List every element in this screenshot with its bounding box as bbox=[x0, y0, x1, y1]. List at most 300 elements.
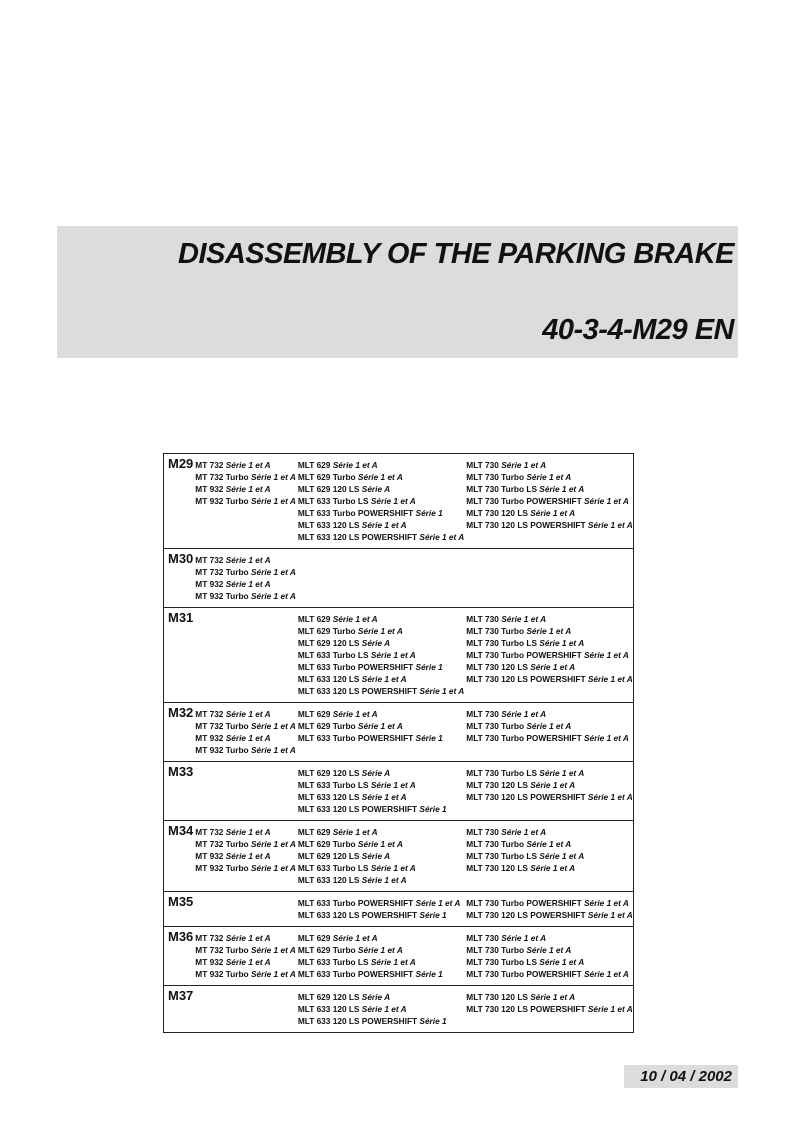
model-series: Série 1 et A bbox=[419, 686, 465, 696]
table-row bbox=[164, 703, 634, 762]
model-series: Série A bbox=[361, 992, 391, 1002]
model-series: Série 1 et A bbox=[370, 650, 416, 660]
model-entry bbox=[298, 708, 464, 720]
model-cell-col1 bbox=[193, 762, 296, 821]
model-name: MLT 633 120 LS POWERSHIFT bbox=[297, 532, 418, 542]
model-name: MT 732 Turbo bbox=[195, 472, 249, 482]
row-code: M37 bbox=[168, 988, 194, 1003]
model-name: MLT 730 bbox=[466, 709, 499, 719]
model-cell-col3 bbox=[464, 762, 633, 821]
table-row bbox=[164, 821, 634, 892]
model-name: MLT 730 Turbo POWERSHIFT bbox=[466, 496, 582, 506]
model-entry bbox=[195, 554, 296, 566]
model-entry bbox=[298, 909, 464, 921]
model-name: MLT 730 Turbo LS bbox=[466, 768, 537, 778]
model-entry bbox=[298, 459, 464, 471]
model-entry bbox=[298, 685, 464, 697]
table-row bbox=[164, 608, 634, 703]
model-cell-col2 bbox=[296, 927, 464, 986]
model-series: Série 1 et A bbox=[250, 472, 296, 482]
model-series: Série 1 et A bbox=[587, 910, 633, 920]
model-name: MT 732 bbox=[195, 709, 224, 719]
model-name: MT 932 Turbo bbox=[195, 496, 249, 506]
model-series: Série 1 et A bbox=[419, 532, 465, 542]
model-entry bbox=[466, 779, 632, 791]
model-series: Série 1 et A bbox=[225, 555, 271, 565]
model-series: Série 1 et A bbox=[584, 496, 629, 506]
row-code: M36 bbox=[168, 929, 194, 944]
model-cell-col2 bbox=[296, 821, 464, 892]
model-name: MLT 633 Turbo POWERSHIFT bbox=[297, 969, 414, 979]
table-row bbox=[164, 762, 634, 821]
model-entry bbox=[466, 909, 632, 921]
model-cell-col2 bbox=[296, 703, 464, 762]
model-entry bbox=[298, 803, 464, 815]
model-cell-col3 bbox=[464, 986, 633, 1033]
model-entry bbox=[298, 850, 464, 862]
model-entry bbox=[298, 968, 464, 980]
model-name: MLT 629 bbox=[297, 827, 331, 837]
model-entry bbox=[466, 1003, 632, 1015]
model-name: MLT 629 120 LS bbox=[297, 992, 360, 1002]
model-name: MLT 730 120 LS POWERSHIFT bbox=[466, 910, 586, 920]
model-name: MLT 633 120 LS POWERSHIFT bbox=[297, 686, 418, 696]
model-series: Série 1 et A bbox=[250, 721, 296, 731]
model-series: Série 1 et A bbox=[250, 839, 296, 849]
model-series: Série 1 et A bbox=[250, 745, 296, 755]
model-name: MLT 730 Turbo POWERSHIFT bbox=[466, 650, 582, 660]
model-name: MT 732 Turbo bbox=[195, 839, 249, 849]
model-name: MLT 730 Turbo POWERSHIFT bbox=[466, 733, 582, 743]
model-name: MLT 633 120 LS POWERSHIFT bbox=[297, 804, 418, 814]
model-entry bbox=[466, 637, 632, 649]
model-entry bbox=[195, 744, 296, 756]
model-entry bbox=[298, 1003, 464, 1015]
model-name: MLT 730 Turbo LS bbox=[466, 638, 537, 648]
model-name: MT 932 bbox=[195, 484, 224, 494]
model-series: Série 1 et A bbox=[357, 472, 403, 482]
model-series: Série 1 et A bbox=[361, 792, 407, 802]
row-code: M33 bbox=[168, 764, 194, 779]
model-name: MLT 629 bbox=[297, 614, 331, 624]
model-name: MLT 730 bbox=[466, 614, 499, 624]
model-cell-col3 bbox=[464, 703, 633, 762]
model-name: MT 932 bbox=[195, 579, 224, 589]
model-series: Série 1 et A bbox=[584, 969, 629, 979]
model-name: MLT 730 120 LS POWERSHIFT bbox=[466, 792, 586, 802]
row-code: M31 bbox=[168, 610, 194, 625]
model-entry bbox=[298, 932, 464, 944]
model-cell-col1 bbox=[193, 986, 296, 1033]
model-series: Série 1 et A bbox=[225, 460, 271, 470]
model-name: MT 932 Turbo bbox=[195, 969, 249, 979]
model-series: Série 1 et A bbox=[530, 780, 576, 790]
model-entry bbox=[466, 956, 632, 968]
model-series: Série 1 et A bbox=[357, 945, 403, 955]
model-entry bbox=[298, 791, 464, 803]
model-entry bbox=[466, 826, 632, 838]
model-series: Série 1 et A bbox=[370, 957, 416, 967]
model-name: MLT 629 bbox=[297, 460, 331, 470]
model-series: Série 1 et A bbox=[584, 898, 629, 908]
model-entry bbox=[298, 944, 464, 956]
model-name: MLT 730 Turbo POWERSHIFT bbox=[466, 969, 582, 979]
model-name: MLT 633 120 LS bbox=[297, 875, 360, 885]
model-name: MLT 629 120 LS bbox=[297, 484, 360, 494]
model-entry bbox=[466, 471, 632, 483]
model-series: Série 1 et A bbox=[584, 733, 629, 743]
model-series: Série 1 bbox=[415, 662, 443, 672]
model-cell-col2 bbox=[296, 454, 464, 549]
model-series: Série 1 et A bbox=[361, 674, 407, 684]
model-entry bbox=[195, 483, 296, 495]
model-name: MLT 629 120 LS bbox=[297, 638, 360, 648]
model-entry bbox=[298, 495, 464, 507]
model-series: Série 1 et A bbox=[526, 839, 572, 849]
model-name: MT 732 bbox=[195, 933, 224, 943]
model-name: MLT 730 120 LS bbox=[466, 662, 528, 672]
model-name: MLT 633 120 LS bbox=[297, 1004, 360, 1014]
model-series: Série 1 et A bbox=[250, 863, 296, 873]
model-entry bbox=[466, 838, 632, 850]
model-series: Série 1 et A bbox=[501, 614, 547, 624]
model-entry bbox=[466, 732, 632, 744]
model-name: MLT 633 Turbo LS bbox=[297, 780, 369, 790]
model-name: MLT 633 Turbo POWERSHIFT bbox=[297, 733, 414, 743]
model-name: MLT 633 120 LS POWERSHIFT bbox=[297, 1016, 418, 1026]
row-code: M34 bbox=[168, 823, 194, 838]
model-name: MT 932 bbox=[195, 957, 224, 967]
model-name: MLT 633 120 LS bbox=[297, 674, 360, 684]
model-series: Série 1 et A bbox=[250, 567, 296, 577]
model-series: Série 1 et A bbox=[225, 579, 271, 589]
model-entry bbox=[298, 991, 464, 1003]
model-series: Série 1 bbox=[419, 804, 447, 814]
model-series: Série 1 et A bbox=[225, 933, 271, 943]
model-entry bbox=[466, 495, 632, 507]
model-cell-col3 bbox=[464, 608, 633, 703]
model-series: Série 1 et A bbox=[332, 614, 378, 624]
model-entry bbox=[298, 720, 464, 732]
model-entry bbox=[298, 661, 464, 673]
model-entry bbox=[195, 932, 296, 944]
model-cell-col1 bbox=[193, 703, 296, 762]
model-series: Série 1 et A bbox=[250, 969, 296, 979]
model-series: Série 1 et A bbox=[225, 957, 271, 967]
model-name: MLT 730 Turbo LS bbox=[466, 957, 537, 967]
model-series: Série 1 et A bbox=[225, 733, 271, 743]
model-cell-col2 bbox=[296, 608, 464, 703]
model-name: MLT 629 Turbo bbox=[297, 626, 356, 636]
model-name: MLT 629 bbox=[297, 933, 331, 943]
model-entry bbox=[298, 874, 464, 886]
model-entry bbox=[466, 673, 632, 685]
model-cell-col3 bbox=[464, 549, 633, 608]
model-series: Série 1 et A bbox=[225, 484, 271, 494]
model-name: MLT 730 Turbo POWERSHIFT bbox=[466, 898, 582, 908]
model-entry bbox=[466, 613, 632, 625]
model-name: MLT 633 120 LS POWERSHIFT bbox=[297, 910, 418, 920]
model-series: Série 1 et A bbox=[539, 957, 585, 967]
model-name: MLT 730 Turbo bbox=[466, 472, 525, 482]
model-series: Série 1 et A bbox=[225, 851, 271, 861]
table-row bbox=[164, 454, 634, 549]
model-name: MLT 629 120 LS bbox=[297, 851, 360, 861]
model-name: MT 932 bbox=[195, 733, 224, 743]
model-series: Série A bbox=[361, 484, 391, 494]
model-cell-col3 bbox=[464, 454, 633, 549]
row-code: M29 bbox=[168, 456, 194, 471]
model-name: MLT 629 bbox=[297, 709, 331, 719]
table-row bbox=[164, 549, 634, 608]
model-cell-col1 bbox=[193, 608, 296, 703]
model-entry bbox=[298, 862, 464, 874]
model-entry bbox=[195, 720, 296, 732]
model-cell-col3 bbox=[464, 892, 633, 927]
model-entry bbox=[466, 625, 632, 637]
model-name: MLT 629 Turbo bbox=[297, 839, 356, 849]
model-name: MLT 629 Turbo bbox=[297, 721, 356, 731]
model-entry bbox=[298, 649, 464, 661]
model-entry bbox=[298, 1015, 464, 1027]
model-series: Série A bbox=[361, 768, 391, 778]
model-series: Série 1 et A bbox=[332, 460, 378, 470]
row-code: M32 bbox=[168, 705, 194, 720]
model-entry bbox=[298, 625, 464, 637]
model-entry bbox=[466, 459, 632, 471]
model-cell-col1 bbox=[193, 549, 296, 608]
document-date: 10 / 04 / 2002 bbox=[640, 1068, 732, 1085]
model-entry bbox=[466, 720, 632, 732]
model-series: Série 1 et A bbox=[526, 472, 572, 482]
model-entry bbox=[466, 661, 632, 673]
model-entry bbox=[298, 471, 464, 483]
model-entry bbox=[298, 779, 464, 791]
model-series: Série 1 et A bbox=[225, 709, 271, 719]
model-entry bbox=[298, 637, 464, 649]
model-name: MLT 633 Turbo LS bbox=[297, 650, 369, 660]
model-name: MLT 633 120 LS bbox=[297, 520, 360, 530]
model-entry bbox=[298, 673, 464, 685]
model-series: Série 1 et A bbox=[250, 945, 296, 955]
model-name: MLT 730 Turbo LS bbox=[466, 851, 537, 861]
model-series: Série 1 bbox=[419, 910, 447, 920]
model-entry bbox=[195, 862, 296, 874]
model-series: Série 1 et A bbox=[370, 863, 416, 873]
model-series: Série A bbox=[361, 638, 391, 648]
model-entry bbox=[195, 578, 296, 590]
model-series: Série 1 et A bbox=[587, 1004, 633, 1014]
model-series: Série 1 et A bbox=[415, 898, 461, 908]
model-name: MLT 629 Turbo bbox=[297, 945, 356, 955]
model-series: Série 1 et A bbox=[584, 650, 629, 660]
model-series: Série 1 et A bbox=[332, 933, 378, 943]
model-name: MLT 730 bbox=[466, 827, 499, 837]
model-entry bbox=[195, 826, 296, 838]
model-entry bbox=[298, 767, 464, 779]
model-name: MLT 730 Turbo LS bbox=[466, 484, 537, 494]
page-title: DISASSEMBLY OF THE PARKING BRAKE bbox=[178, 238, 734, 270]
model-name: MLT 730 120 LS bbox=[466, 992, 528, 1002]
model-entry bbox=[298, 531, 464, 543]
model-series: Série 1 et A bbox=[539, 484, 585, 494]
model-series: Série 1 et A bbox=[357, 626, 403, 636]
model-name: MLT 629 120 LS bbox=[297, 768, 360, 778]
model-entry bbox=[195, 708, 296, 720]
model-name: MLT 633 Turbo LS bbox=[297, 957, 369, 967]
model-series: Série 1 et A bbox=[587, 520, 633, 530]
model-name: MLT 730 120 LS bbox=[466, 780, 528, 790]
model-entry bbox=[195, 590, 296, 602]
model-name: MLT 730 120 LS POWERSHIFT bbox=[466, 1004, 586, 1014]
model-entry bbox=[195, 944, 296, 956]
model-cell-col3 bbox=[464, 821, 633, 892]
model-series: Série 1 et A bbox=[357, 721, 403, 731]
model-name: MLT 633 Turbo POWERSHIFT bbox=[297, 508, 414, 518]
row-code: M35 bbox=[168, 894, 194, 909]
model-entry bbox=[466, 649, 632, 661]
model-entry bbox=[298, 507, 464, 519]
model-cell-col2 bbox=[296, 549, 464, 608]
model-entry bbox=[195, 566, 296, 578]
model-name: MLT 730 Turbo bbox=[466, 721, 525, 731]
header-band bbox=[57, 226, 738, 358]
model-entry bbox=[466, 767, 632, 779]
model-entry bbox=[466, 519, 632, 531]
model-series: Série 1 et A bbox=[361, 520, 407, 530]
model-name: MT 932 Turbo bbox=[195, 591, 249, 601]
model-entry bbox=[195, 968, 296, 980]
table-row bbox=[164, 892, 634, 927]
model-entry bbox=[298, 732, 464, 744]
table-row bbox=[164, 986, 634, 1033]
model-series: Série 1 et A bbox=[530, 662, 576, 672]
model-series: Série 1 et A bbox=[225, 827, 271, 837]
model-series: Série 1 et A bbox=[539, 768, 585, 778]
model-series: Série 1 et A bbox=[250, 591, 296, 601]
model-cell-col2 bbox=[296, 986, 464, 1033]
model-cell-col3 bbox=[464, 927, 633, 986]
model-entry bbox=[195, 956, 296, 968]
model-series: Série 1 et A bbox=[530, 508, 576, 518]
model-series: Série 1 bbox=[419, 1016, 447, 1026]
model-series: Série 1 et A bbox=[530, 863, 576, 873]
model-series: Série 1 et A bbox=[539, 851, 585, 861]
model-name: MLT 730 120 LS POWERSHIFT bbox=[466, 520, 586, 530]
model-series: Série 1 bbox=[415, 508, 443, 518]
model-series: Série 1 et A bbox=[587, 792, 633, 802]
model-series: Série 1 et A bbox=[530, 992, 576, 1002]
model-series: Série 1 et A bbox=[501, 460, 547, 470]
model-entry bbox=[298, 826, 464, 838]
model-entry bbox=[466, 968, 632, 980]
model-series: Série 1 et A bbox=[501, 827, 547, 837]
model-name: MT 932 Turbo bbox=[195, 863, 249, 873]
model-series: Série A bbox=[361, 851, 391, 861]
model-applicability-table bbox=[163, 453, 634, 1033]
model-entry bbox=[466, 708, 632, 720]
model-entry bbox=[466, 483, 632, 495]
model-entry bbox=[466, 850, 632, 862]
model-name: MLT 730 120 LS POWERSHIFT bbox=[466, 674, 586, 684]
model-name: MLT 730 bbox=[466, 933, 499, 943]
model-entry bbox=[466, 944, 632, 956]
model-entry bbox=[195, 459, 296, 471]
model-series: Série 1 et A bbox=[332, 827, 378, 837]
model-name: MT 732 Turbo bbox=[195, 945, 249, 955]
model-series: Série 1 et A bbox=[526, 626, 572, 636]
model-entry bbox=[298, 897, 464, 909]
model-series: Série 1 et A bbox=[526, 721, 572, 731]
model-entry bbox=[466, 991, 632, 1003]
model-entry bbox=[298, 483, 464, 495]
model-series: Série 1 et A bbox=[370, 780, 416, 790]
model-name: MLT 730 bbox=[466, 460, 499, 470]
model-series: Série 1 bbox=[415, 733, 443, 743]
model-entry bbox=[195, 732, 296, 744]
model-name: MLT 629 Turbo bbox=[297, 472, 356, 482]
model-entry bbox=[466, 791, 632, 803]
model-entry bbox=[298, 956, 464, 968]
model-entry bbox=[298, 519, 464, 531]
model-cell-col1 bbox=[193, 927, 296, 986]
model-name: MLT 730 120 LS bbox=[466, 863, 528, 873]
model-name: MT 732 Turbo bbox=[195, 721, 249, 731]
model-cell-col1 bbox=[193, 454, 296, 549]
model-entry bbox=[195, 850, 296, 862]
model-entry bbox=[466, 897, 632, 909]
model-entry bbox=[466, 862, 632, 874]
model-series: Série 1 et A bbox=[526, 945, 572, 955]
model-series: Série 1 et A bbox=[361, 1004, 407, 1014]
model-name: MLT 730 120 LS bbox=[466, 508, 528, 518]
model-series: Série 1 et A bbox=[332, 709, 378, 719]
model-entry bbox=[195, 838, 296, 850]
model-name: MLT 633 120 LS bbox=[297, 792, 360, 802]
model-name: MLT 730 Turbo bbox=[466, 626, 525, 636]
model-entry bbox=[195, 495, 296, 507]
model-series: Série 1 et A bbox=[501, 933, 547, 943]
model-name: MLT 633 Turbo LS bbox=[297, 496, 369, 506]
model-series: Série 1 et A bbox=[357, 839, 403, 849]
model-cell-col1 bbox=[193, 892, 296, 927]
model-entry bbox=[466, 507, 632, 519]
model-entry bbox=[195, 471, 296, 483]
model-entry bbox=[466, 932, 632, 944]
model-series: Série 1 et A bbox=[539, 638, 585, 648]
model-name: MT 732 bbox=[195, 827, 224, 837]
table-body bbox=[164, 454, 634, 1033]
model-series: Série 1 et A bbox=[250, 496, 296, 506]
document-code: 40-3-4-M29 EN bbox=[542, 314, 734, 346]
model-name: MLT 730 Turbo bbox=[466, 839, 525, 849]
model-cell-col2 bbox=[296, 762, 464, 821]
model-series: Série 1 bbox=[415, 969, 443, 979]
model-series: Série 1 et A bbox=[587, 674, 633, 684]
model-name: MLT 633 Turbo POWERSHIFT bbox=[297, 662, 414, 672]
table-row bbox=[164, 927, 634, 986]
model-name: MLT 633 Turbo POWERSHIFT bbox=[297, 898, 414, 908]
model-series: Série 1 et A bbox=[501, 709, 547, 719]
model-cell-col1 bbox=[193, 821, 296, 892]
model-name: MLT 633 Turbo LS bbox=[297, 863, 369, 873]
date-box bbox=[624, 1065, 738, 1088]
model-cell-col2 bbox=[296, 892, 464, 927]
model-name: MT 732 Turbo bbox=[195, 567, 249, 577]
model-name: MT 732 bbox=[195, 460, 224, 470]
model-series: Série 1 et A bbox=[361, 875, 407, 885]
model-name: MT 932 bbox=[195, 851, 224, 861]
